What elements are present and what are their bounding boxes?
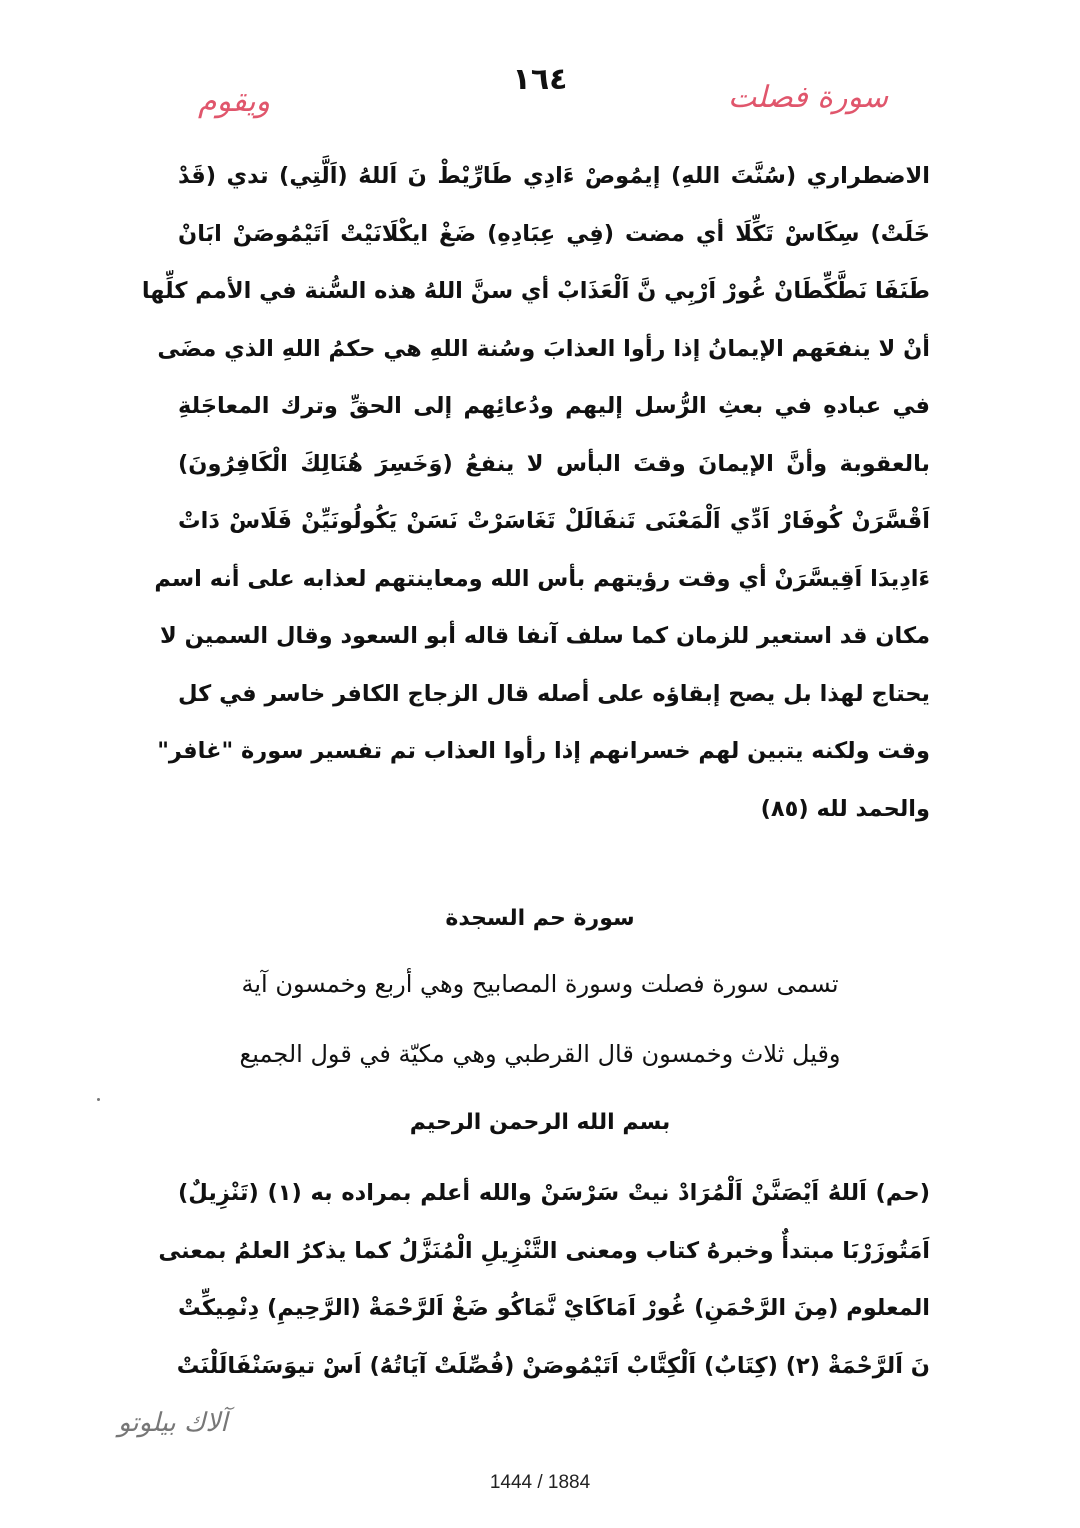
text-line: خَلَتْ) سِكَاسْ تَكِّلَا أي مضت (فِي عِبَادِهِ) ضَغْ ايكْلَانَيْتْ اَتَيْمُوصَنْ ابَانْ bbox=[178, 220, 930, 247]
text-line: طَنَفَا نَطَّكِّطَانْ غُورْ اَرْبِي نَّ اَلْعَذَابْ أي سنَّ اللهُ هذه السُّنة في الأمم كلِّها bbox=[141, 278, 930, 304]
basmala: بسم الله الرحمن الرحيم bbox=[409, 1110, 671, 1135]
text-line: أنْ لا ينفعَهم الإيمانُ إذا رأوا العذابَ وسُنة اللهِ هي حكمُ اللهِ الذي مضَى bbox=[157, 335, 930, 362]
surah-description-line-1: تسمى سورة فصلت وسورة المصابيح وهي أربع وخمسون آية bbox=[241, 970, 839, 998]
text-line: نَ اَلرَّحْمَةْ (٢) (كِتَابٌ) اَلْكِتَّابْ اَتَيْمُوصَنْ (فُصِّلَتْ آيَاتُهُ) اَسْ تيوَسَنْفَالَلْنَتْ bbox=[176, 1352, 930, 1379]
handwritten-signature: آلاك بيلوتو bbox=[118, 1408, 228, 1438]
text-line: وقت ولكنه يتبين لهم خسرانهم إذا رأوا العذاب تم تفسير سورة "غافر" bbox=[157, 738, 930, 764]
page-counter: 1444 / 1884 bbox=[489, 1472, 591, 1493]
text-line: ءَادِيدَا اَقِيسَّرَنْ أي وقت رؤيتهم بأس الله ومعاينتهم لعذابه على أنه اسم bbox=[154, 565, 930, 592]
text-line: المعلوم (مِنَ الرَّحْمَنِ) غُورْ اَمَاكَايْ نَّمَاكُو ضَغْ اَلرَّحْمَةْ (الرَّحِيمِ) دِنْمِيكِّتْ bbox=[178, 1295, 930, 1321]
scan-speck bbox=[97, 1098, 100, 1101]
text-line: في عبادهِ في بعثِ الرُّسل إليهم ودُعائِهم إلى الحقِّ وترك المعاجَلةِ bbox=[178, 393, 930, 419]
text-line: والحمد لله (٨٥) bbox=[760, 795, 930, 822]
text-line: مكان قد استعير للزمان كما سلف آنفا قاله أبو السعود وقال السمين لا bbox=[159, 623, 930, 649]
text-line: اَقْسَّرَنْ كُوفَارْ اَدِّي اَلْمَعْنَى تَنفَالَلْ تَغَاسَرْتْ نَسَنْ يَكُولُونَيِّنْ فَلَاسْ دَاتْ bbox=[178, 508, 930, 534]
handwritten-annotation-left: ويقوم bbox=[198, 84, 271, 119]
commentary-paragraph-2 bbox=[158, 1165, 930, 1395]
text-line: بالعقوبة وأنَّ الإيمانَ وقتَ البأس لا ينفعُ (وَخَسِرَ هُنَالِكَ الْكَافِرُونَ) bbox=[178, 450, 930, 477]
text-line: يحتاج لهذا بل يصح إبقاؤه على أصله قال الزجاج الكافر خاسر في كل bbox=[178, 680, 930, 707]
commentary-paragraph-1 bbox=[141, 148, 930, 838]
handwritten-annotation-right: سورة فصلت bbox=[728, 80, 889, 115]
page-number: ١٦٤ bbox=[512, 62, 568, 97]
text-line: اَمَتُوزَرْبَا مبتدأٌ وخبرهُ كتاب ومعنى التَّنْزِيلِ الْمُنَزَّلُ كما يذكرُ العلمُ بمعنى bbox=[158, 1237, 930, 1264]
text-line: (حم) اَللهُ اَيْصَنَّنْ اَلْمُرَادْ نيتْ سَرْسَنْ والله أعلم بمراده به (١) (تَنْزِيلٌ) bbox=[178, 1180, 930, 1206]
surah-description-line-2: وقيل ثلاث وخمسون قال القرطبي وهي مكيّة في قول الجميع bbox=[239, 1040, 841, 1068]
text-line: الاضطراري (سُنَّتَ اللهِ) إيمُوصْ ءَادِي طَارِّيْطْ نَ اَللهُ (اَلَّتِي) تدي (قَدْ bbox=[178, 163, 930, 189]
surah-title: سورة حم السجدة bbox=[445, 906, 635, 931]
